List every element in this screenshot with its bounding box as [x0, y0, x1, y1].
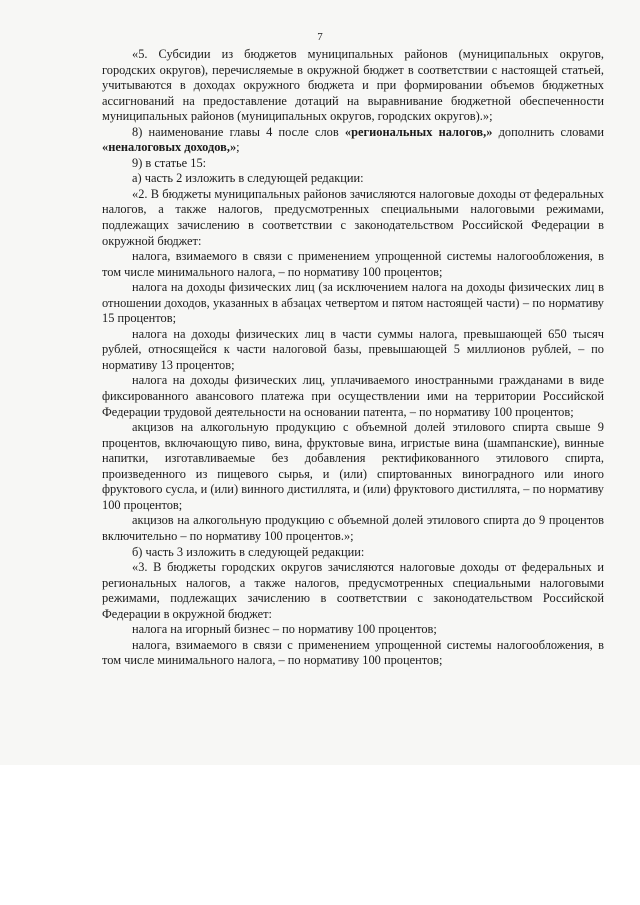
item-8-text-middle: дополнить словами	[492, 124, 605, 139]
paragraph-excise-over-9: акцизов на алкогольную продукцию с объемной долей этилового спирта свыше 9 процентов, включающую пиво, вина, фруктовые вина, игристые вина (шампанские), винные напитки, изготавливаемые без добавления ректификованного этилового спирта, произведенного из пищевого сырья, и (или) спиртованных виноградного или иного фруктового сусла, и (или) винного дистиллята, и (или) фруктового дистиллята, – по нормативу 100 процентов;	[102, 420, 604, 512]
paragraph-excise-up-to-9: акцизов на алкогольную продукцию с объемной долей этилового спирта до 9 процентов включительно – по нормативу 100 процентов.»;	[102, 513, 604, 543]
document-body	[102, 47, 604, 669]
paragraph-subsidies: «5. Субсидии из бюджетов муниципальных районов (муниципальных округов, городских округов), перечисляемые в окружной бюджет в соответствии с настоящей статьей, учитываются в доходах окружного бюджета и при формировании объемов бюджетных ассигнований на предоставление дотаций на выравнивание бюджетной обеспеченности муниципальных районов (муниципальных округов, городских округов).»;	[102, 47, 604, 124]
item-8-text-end: ;	[236, 140, 240, 155]
paragraph-income-tax-15: налога на доходы физических лиц (за исключением налога на доходы физических лиц в отношении доходов, указанных в абзацах четвертом и пятом настоящей части) – по нормативу 15 процентов;	[102, 280, 604, 326]
paragraph-income-tax-13: налога на доходы физических лиц в части суммы налога, превышающей 650 тысяч рублей, относящейся к части налоговой базы, превышающей 5 миллионов рублей, – по нормативу 13 процентов;	[102, 326, 604, 372]
item-8-text-start: 8) наименование главы 4 после слов	[132, 124, 345, 139]
paragraph-item-9: 9) в статье 15:	[132, 155, 207, 170]
item-8-bold-phrase-1: «региональных налогов,»	[344, 124, 493, 139]
paragraph-simplified-tax-2: налога, взимаемого в связи с применением упрощенной системы налогообложения, в том числе минимального налога, – по нормативу 100 процентов;	[102, 637, 604, 668]
paragraph-part-3: «3. В бюджеты городских округов зачисляются налоговые доходы от федеральных и региональных налогов, а также налогов, предусмотренных специальными налоговыми режимами, подлежащих зачислению в соответствии с законодательством Российской Федерации в окружной бюджет:	[102, 560, 604, 621]
paragraph-item-8	[102, 125, 604, 156]
paragraph-item-9a: а) часть 2 изложить в следующей редакции:	[132, 171, 364, 186]
paragraph-gambling-tax: налога на игорный бизнес – по нормативу 100 процентов;	[132, 622, 437, 637]
paragraph-patent-tax: налога на доходы физических лиц, уплачиваемого иностранными гражданами в виде фиксированного авансового платежа при осуществлении ими на территории Российской Федерации трудовой деятельности на основании патента, – по нормативу 100 процентов;	[102, 373, 604, 419]
paragraph-item-9b: б) часть 3 изложить в следующей редакции:	[132, 544, 365, 559]
paragraph-simplified-tax: налога, взимаемого в связи с применением упрощенной системы налогообложения, в том числе минимального налога, – по нормативу 100 процентов;	[102, 249, 604, 279]
paragraph-part-2: «2. В бюджеты муниципальных районов зачисляются налоговые доходы от федеральных налогов, а также налогов, предусмотренных специальными налоговыми режимами, подлежащих зачислению в соответствии с законодательством Российской Федерации в окружной бюджет:	[102, 186, 604, 248]
item-8-bold-phrase-2: «неналоговых доходов,»	[102, 140, 237, 155]
page-number: 7	[317, 31, 323, 43]
